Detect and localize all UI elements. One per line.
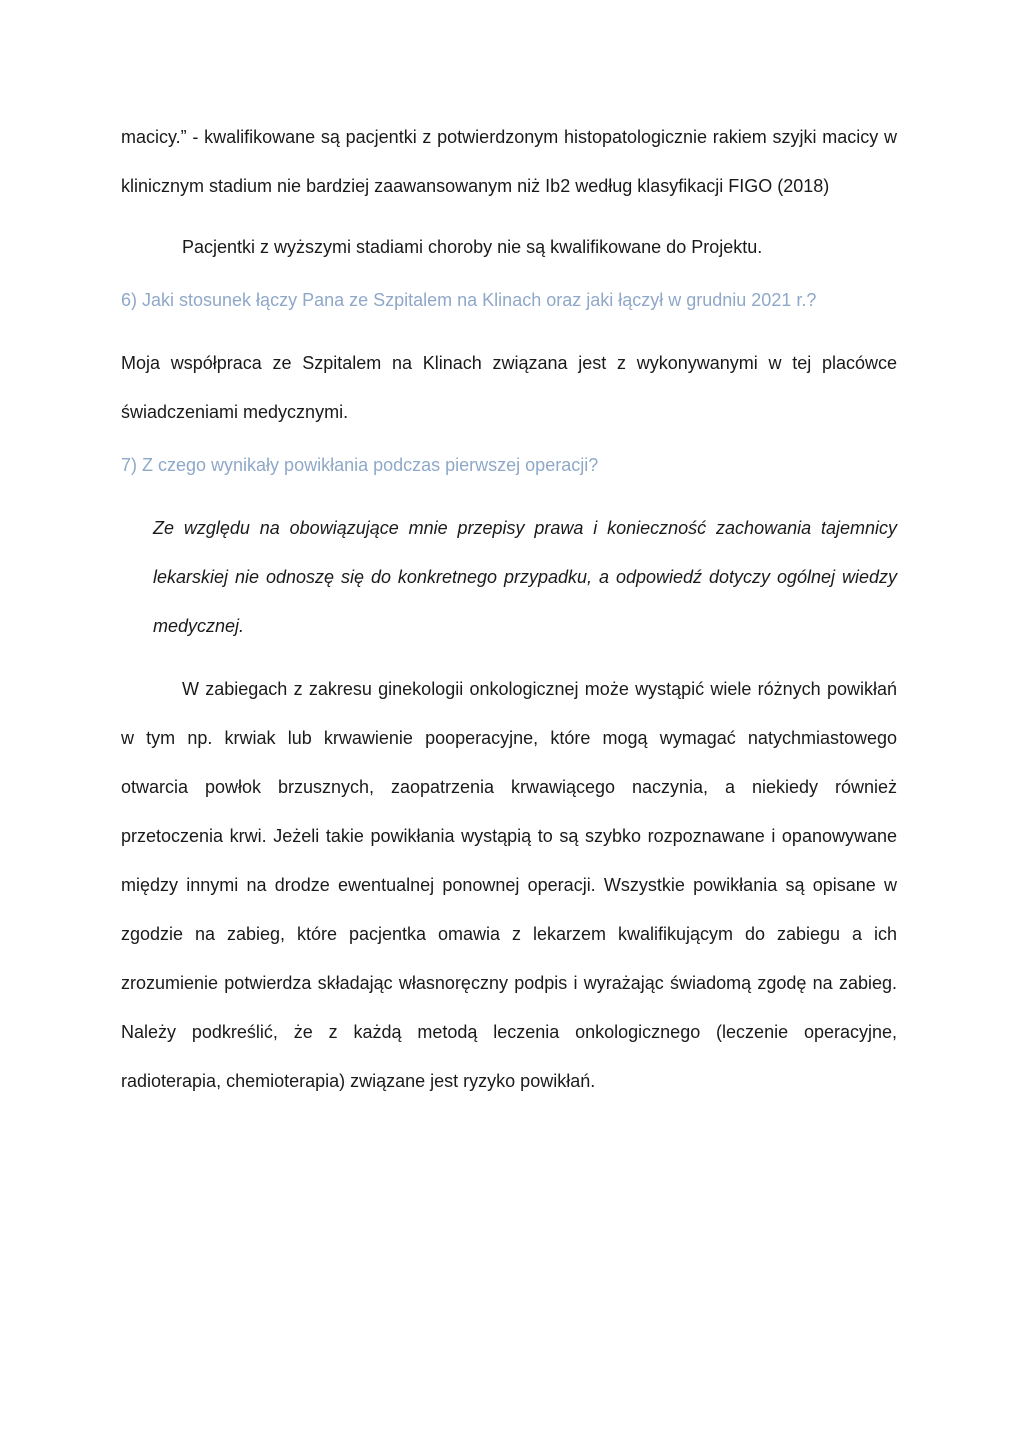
answer-7-disclaimer: Ze względu na obowiązujące mnie przepisy prawa i konieczność zachowania tajemnicy lekarskiej nie odnoszę się do konkretnego przypadku, a odpowiedź dotyczy ogólnej wiedzy medycznej. bbox=[153, 518, 897, 636]
document-page bbox=[121, 113, 897, 1106]
paragraph-higher-stages: Pacjentki z wyższymi stadiami choroby nie są kwalifikowane do Projektu. bbox=[182, 237, 763, 257]
answer-6: Moja współpraca ze Szpitalem na Klinach związana jest z wykonywanymi w tej placówce świadczeniami medycznymi. bbox=[121, 353, 897, 422]
answer-7-body: W zabiegach z zakresu ginekologii onkologicznej może wystąpić wiele różnych powikłań w tym np. krwiak lub krwawienie pooperacyjne, które mogą wymagać natychmiastowego otwarcia powłok brzusznych, zaopatrzenia krwawiącego naczynia, a niekiedy również przetoczenia krwi. Jeżeli takie powikłania wystąpią to są szybko rozpoznawane i opanowywane między innymi na drodze ewentualnej ponownej operacji. Wszystkie powikłania są opisane w zgodzie na zabieg, które pacjentka omawia z lekarzem kwalifikującym do zabiegu a ich zrozumienie potwierdza składając własnoręczny podpis i wyrażając świadomą zgodę na zabieg. Należy podkreślić, że z każdą metodą leczenia onkologicznego (leczenie operacyjne, radioterapia, chemioterapia) związane jest ryzyko powikłań. bbox=[121, 679, 897, 1091]
question-6: 6) Jaki stosunek łączy Pana ze Szpitalem na Klinach oraz jaki łączył w grudniu 2021 r.? bbox=[121, 290, 817, 310]
paragraph-qualification-criteria: macicy.” - kwalifikowane są pacjentki z potwierdzonym histopatologicznie rakiem szyjki macicy w klinicznym stadium nie bardziej zaawansowanym niż Ib2 według klasyfikacji FIGO (2018) bbox=[121, 127, 897, 196]
question-7: 7) Z czego wynikały powikłania podczas pierwszej operacji? bbox=[121, 455, 599, 475]
